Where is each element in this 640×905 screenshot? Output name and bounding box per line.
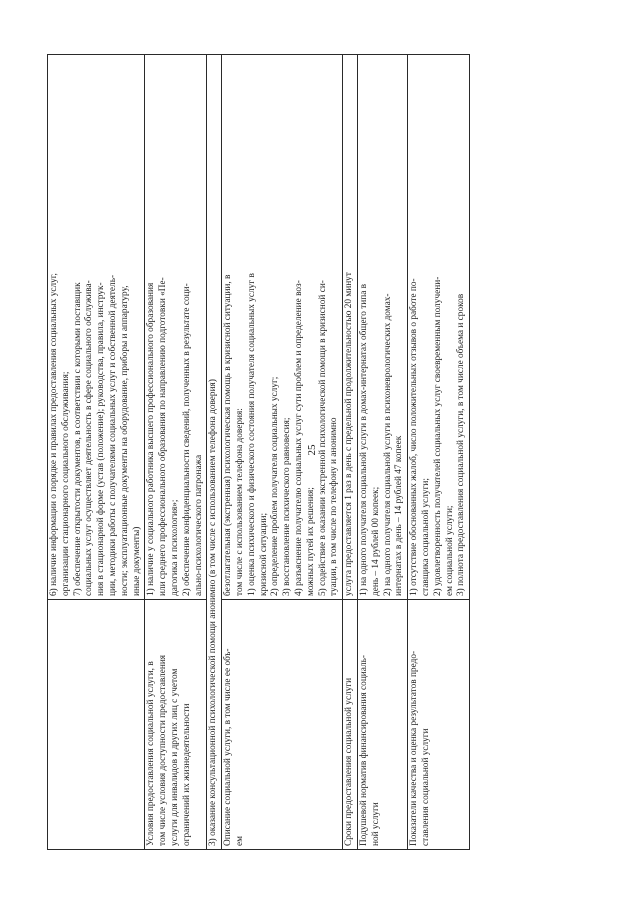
- table-row: [408, 55, 470, 850]
- content-line: иные документы): [131, 526, 142, 596]
- label-line: ставления социальной услуги: [420, 728, 431, 846]
- table-row: [48, 55, 145, 850]
- content-line: безотлагательная (экстренная) психологическая помощь в кризисной ситуации, в: [223, 274, 234, 596]
- content-line: 1) отсутствие обоснованных жалоб, число положительных отзывов о работе по-: [409, 278, 420, 596]
- service-standard-table: [47, 54, 470, 850]
- table-row: [357, 55, 407, 850]
- content-line: организации стационарного социального обслуживания;: [60, 371, 71, 596]
- label-line: Показатели качества и оценка результатов предо-: [409, 650, 420, 846]
- content-line: 2) удовлетворенность получателей социальных услуг своевременным получени-: [432, 276, 443, 596]
- content-line: можных путей их решения;: [305, 487, 316, 596]
- row-label-cell: [48, 600, 145, 850]
- row-label-cell: [222, 600, 343, 850]
- table-row: [222, 55, 343, 850]
- content-line: 3) полнота предоставления социальной услуги, в том числе объема и сроков: [456, 293, 467, 596]
- rotated-document: [47, 55, 607, 850]
- content-line: 1) наличие у социального работника высшего профессионального образования: [146, 282, 157, 596]
- label-line: ем: [234, 835, 245, 846]
- label-line: ограничений их жизнедеятельности: [181, 703, 192, 846]
- row-content-cell: [222, 55, 343, 600]
- row-label-cell: [145, 600, 207, 850]
- content-line: 2) обеспечение конфиденциальности сведений, полученных в результате соци-: [181, 283, 192, 596]
- row-content-cell: [357, 55, 407, 600]
- content-line: туации, в том числе по телефону и анонимно: [329, 417, 340, 596]
- content-line: дагогика и психология»;: [169, 499, 180, 596]
- content-line: ставщика социальной услуги;: [420, 478, 431, 596]
- content-line: интернатах в день – 14 рублей 47 копеек: [394, 435, 405, 596]
- content-line: или среднего профессионального образования по направлению подготовки «Пе-: [158, 277, 169, 596]
- content-line: 1) оценка психического и физического состояния получателя социальных услуг в: [246, 273, 257, 596]
- label-line: Условия предоставления социальной услуги, в: [146, 661, 157, 846]
- table-body: [48, 55, 470, 850]
- content-line: день – 14 рублей 00 копеек;: [370, 486, 381, 596]
- content-line: том числе с использованием телефона доверия:: [234, 408, 245, 596]
- content-line: 5) содействие в оказании экстренной психологической помощи в кризисной си-: [317, 280, 328, 596]
- content-line: ции, методики работы с получателями социальных услуг и собственной деятель-: [107, 274, 118, 596]
- row-label-cell: [343, 600, 358, 850]
- row-content-cell: [145, 55, 207, 600]
- label-line: том числе условия доступности предоставления: [158, 654, 169, 846]
- content-line: 2) определение проблем получателя социальных услуг;: [270, 376, 281, 596]
- content-line: 2) на одного получателя социальной услуги в психоневрологических домах-: [382, 293, 393, 596]
- content-line: 3) восстановление психического равновесия;: [282, 417, 293, 596]
- content-line: 7) обеспечение открытости документов, в соответствии с которыми поставщик: [72, 282, 83, 596]
- content-line: услуга предоставляется 1 раз в день с предельной продолжительностью 20 минут: [344, 272, 355, 596]
- content-line: 4) разъяснение получателю социальных услуг сути проблем и определение воз-: [293, 280, 304, 596]
- section-heading: 3) оказание консультационной психологической помощи анонимно (в том числе с использованием телефона доверия): [207, 55, 222, 850]
- row-content-cell: [48, 55, 145, 600]
- content-line: кризисной ситуации;: [258, 512, 269, 596]
- content-line: ально-психологического патронажа: [193, 454, 204, 596]
- label-line: Описание социальной услуги, в том числе ее объ-: [223, 648, 234, 846]
- page-number: 25: [306, 444, 318, 456]
- row-label-cell: [357, 600, 407, 850]
- content-line: ем социальной услуги;: [444, 505, 455, 596]
- row-label-cell: [408, 600, 470, 850]
- content-line: 6) наличие информации о порядке и правилах предоставления социальных услуг,: [49, 273, 59, 596]
- content-line: социальных услуг осуществляет деятельность в сфере социального обслужива-: [84, 280, 95, 596]
- content-line: ния в стационарной форме (устав (положение); руководства, правила, инструк-: [96, 282, 107, 596]
- label-line: услуги для инвалидов и других лиц с учетом: [169, 668, 180, 846]
- table-row: [343, 55, 358, 850]
- table-row: [207, 55, 222, 850]
- label-line: ной услуги: [370, 802, 381, 846]
- row-content-cell: [343, 55, 358, 600]
- label-line: Сроки предоставления социальной услуги: [344, 677, 355, 846]
- content-line: 1) на одного получателя социальной услуги в домах-интернатах общего типа в: [358, 283, 369, 596]
- label-line: Подушевой норматив финансирования социаль-: [358, 655, 369, 846]
- row-content-cell: [408, 55, 470, 600]
- content-line: ности; эксплуатационные документы на оборудование, приборы и аппаратуру,: [119, 285, 130, 596]
- table-row: [145, 55, 207, 850]
